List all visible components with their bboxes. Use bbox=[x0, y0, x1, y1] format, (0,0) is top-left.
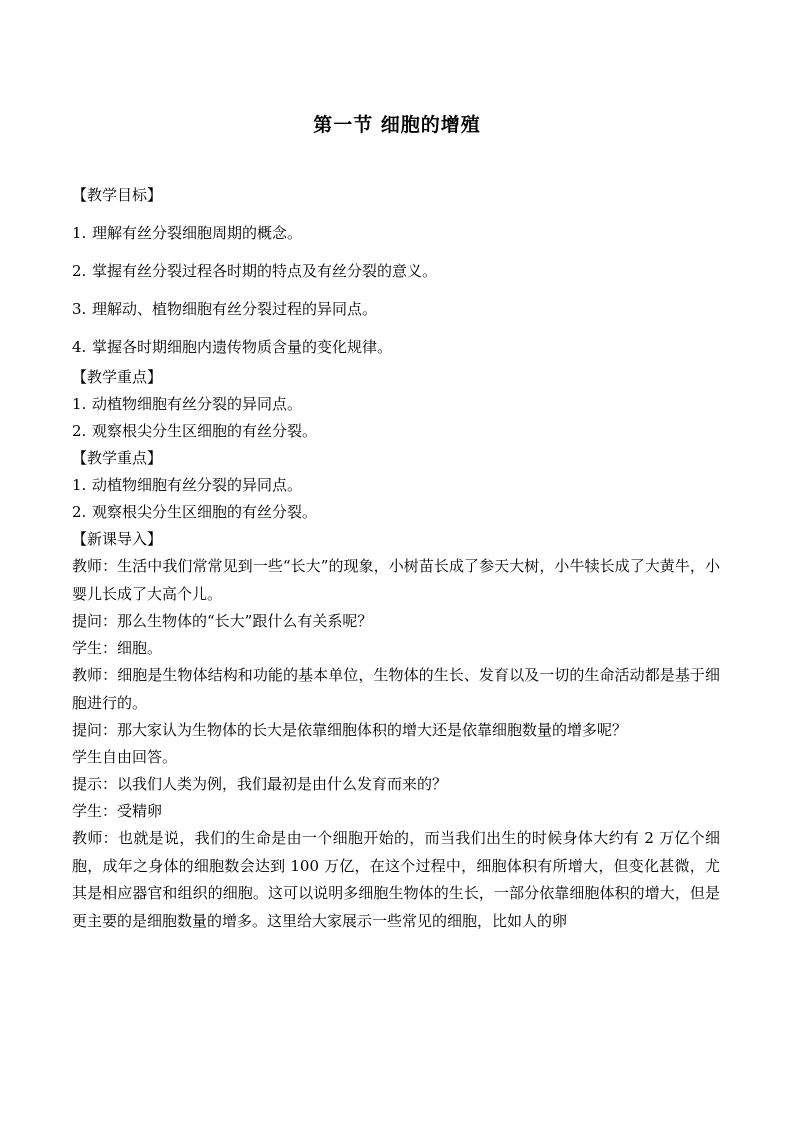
intro-paragraph: 提示：以我们人类为例，我们最初是由什么发育而来的？ bbox=[72, 775, 448, 793]
intro-paragraph: 学生：细胞。 bbox=[72, 639, 163, 657]
key-point-number: 2. bbox=[72, 503, 87, 521]
section-heading-key-points-2: 【教学重点】 bbox=[72, 449, 163, 467]
intro-paragraph: 教师：生活中我们常常见到一些“长大”的现象，小树苗长成了参天大树，小牛犊长成了大黄牛，小婴儿长成了大高个儿。 bbox=[72, 557, 720, 603]
goal-item-text: 掌握各时期细胞内遗传物质含量的变化规律。 bbox=[92, 338, 393, 356]
goal-item-number: 4. bbox=[72, 338, 87, 356]
intro-paragraph: 提问：那么生物体的“长大”跟什么有关系呢？ bbox=[72, 612, 373, 630]
goal-item-number: 2. bbox=[72, 262, 87, 280]
key-point-text: 动植物细胞有丝分裂的异同点。 bbox=[92, 476, 303, 494]
section-heading-goals: 【教学目标】 bbox=[72, 186, 163, 204]
section-heading-key-points: 【教学重点】 bbox=[72, 368, 163, 386]
goal-item-number: 3. bbox=[72, 300, 87, 318]
key-point-text: 观察根尖分生区细胞的有丝分裂。 bbox=[92, 503, 318, 521]
goal-item-number: 1. bbox=[72, 224, 87, 242]
intro-paragraph: 教师：也就是说，我们的生命是由一个细胞开始的，而当我们出生的时候身体大约有 2 万亿个细胞，成年之身体的细胞数会达到 100 万亿，在这个过程中，细胞体积有所增大，但变化甚微，尤其是相应器官和组织的细胞。这可以说明多细胞生物体的生长，一部分依靠细胞体积的增大，但是更主要的是细胞数量的增多。这里给大家展示一些常见的细胞，比如人的卵 bbox=[72, 829, 720, 930]
intro-paragraph: 学生：受精卵 bbox=[72, 802, 163, 820]
section-heading-intro: 【新课导入】 bbox=[72, 530, 163, 548]
intro-paragraph: 学生自由回答。 bbox=[72, 748, 178, 766]
key-point-text: 观察根尖分生区细胞的有丝分裂。 bbox=[92, 422, 318, 440]
goal-item bbox=[72, 334, 720, 361]
goal-item-text: 掌握有丝分裂过程各时期的特点及有丝分裂的意义。 bbox=[92, 262, 438, 280]
intro-paragraph: 提问：那大家认为生物体的长大是依靠细胞体积的增大还是依靠细胞数量的增多呢？ bbox=[72, 721, 628, 739]
page-title: 第一节 细胞的增殖 bbox=[313, 114, 481, 136]
key-point-number: 2. bbox=[72, 422, 87, 440]
key-point-number: 1. bbox=[72, 476, 87, 494]
key-point-text: 动植物细胞有丝分裂的异同点。 bbox=[92, 395, 303, 413]
goal-item-text: 理解有丝分裂细胞周期的概念。 bbox=[92, 224, 303, 242]
goal-item bbox=[72, 296, 720, 323]
key-point-item bbox=[72, 499, 720, 526]
goal-item-text: 理解动、植物细胞有丝分裂过程的异同点。 bbox=[92, 300, 378, 318]
intro-paragraph: 教师：细胞是生物体结构和功能的基本单位，生物体的生长、发育以及一切的生命活动都是基于细胞进行的。 bbox=[72, 666, 720, 712]
key-point-item bbox=[72, 472, 720, 499]
goal-item bbox=[72, 220, 720, 247]
document-body bbox=[72, 182, 720, 935]
key-point-item bbox=[72, 391, 720, 418]
key-point-item bbox=[72, 418, 720, 445]
goal-item bbox=[72, 258, 720, 285]
key-point-number: 1. bbox=[72, 395, 87, 413]
